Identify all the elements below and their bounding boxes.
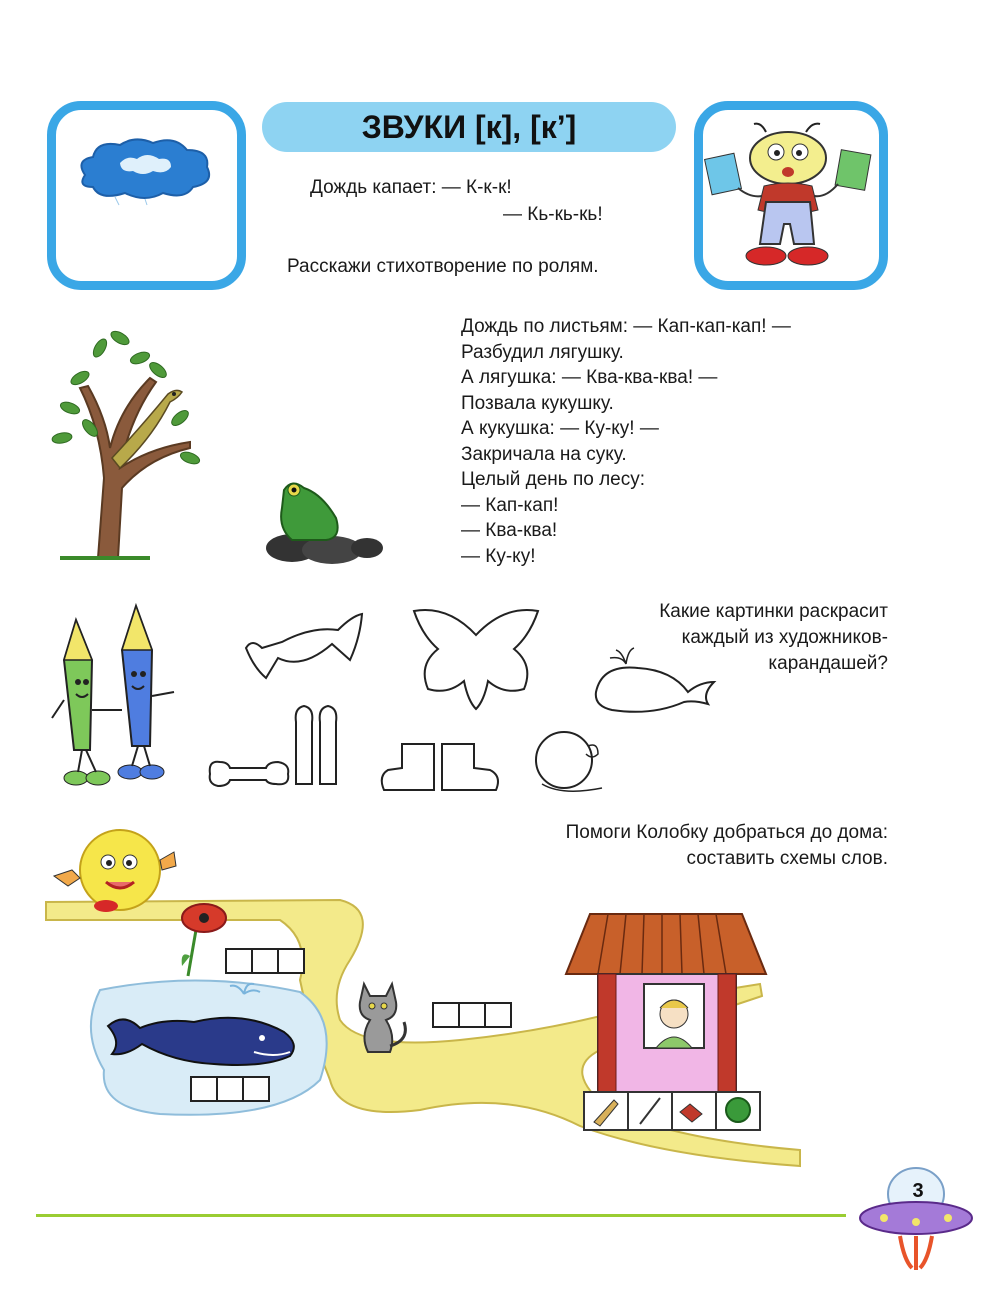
pencil-characters-icon [46,600,186,800]
intro-line-2: — Кь-кь-кь! [503,204,603,225]
poem-line: — Ква-ква! [461,520,558,541]
whale-outline-icon [592,640,722,720]
cloud-icon [75,135,215,205]
frog-icon [262,478,392,568]
bone-outline-icon [206,700,346,790]
pencils-task-line-1: Какие картинки раскрасит [659,601,888,622]
cat-icon [344,976,414,1056]
candy-outline-icon [242,608,372,688]
alien-boy-icon [706,118,876,278]
poem-line: — Ку-ку! [461,545,536,567]
poem-line: А лягушка: — Ква-ква-ква! — [461,367,718,388]
boots-outline-icon [378,740,508,800]
poem-line: Позвала кукушку. [461,392,614,414]
poem-line: А кукушка: — Ку-ку! — [461,418,659,439]
tree-with-cuckoo-icon [40,318,210,568]
poem-line: Разбудил лягушку. [461,341,624,363]
kolobok-task-line-2: составить схемы слов. [686,848,888,869]
intro-line-1: Дождь капает: — К-к-к! [310,177,512,198]
house-icon [562,910,772,1160]
whale-icon [104,982,304,1072]
poem-line: Целый день по лесу: [461,469,646,490]
word-scheme-cat[interactable] [432,1002,512,1028]
poem-line: — Кап-кап! [461,494,559,516]
kolobok-task-line-1: Помоги Колобку добраться до дома: [565,822,888,843]
poem [461,314,791,569]
kolobok-icon [50,826,180,916]
word-scheme-whale[interactable] [190,1076,270,1102]
intro-task: Расскажи стихотворение по ролям. [287,256,599,277]
page-number: 3 [912,1180,924,1202]
poem-line: Дождь по листьям: — Кап-кап-кап! — [461,316,791,337]
pencils-task-line-2: каждый из художников- [681,627,888,648]
yarn-ball-outline-icon [532,724,612,804]
butterfly-outline-icon [408,605,548,715]
pencils-task-line-3: карандашей? [768,653,888,674]
word-scheme-poppy[interactable] [225,948,305,974]
page-title: ЗВУКИ [к], [к’] [262,102,676,152]
poem-line: Закричала на суку. [461,443,627,465]
footer-divider [36,1214,846,1217]
